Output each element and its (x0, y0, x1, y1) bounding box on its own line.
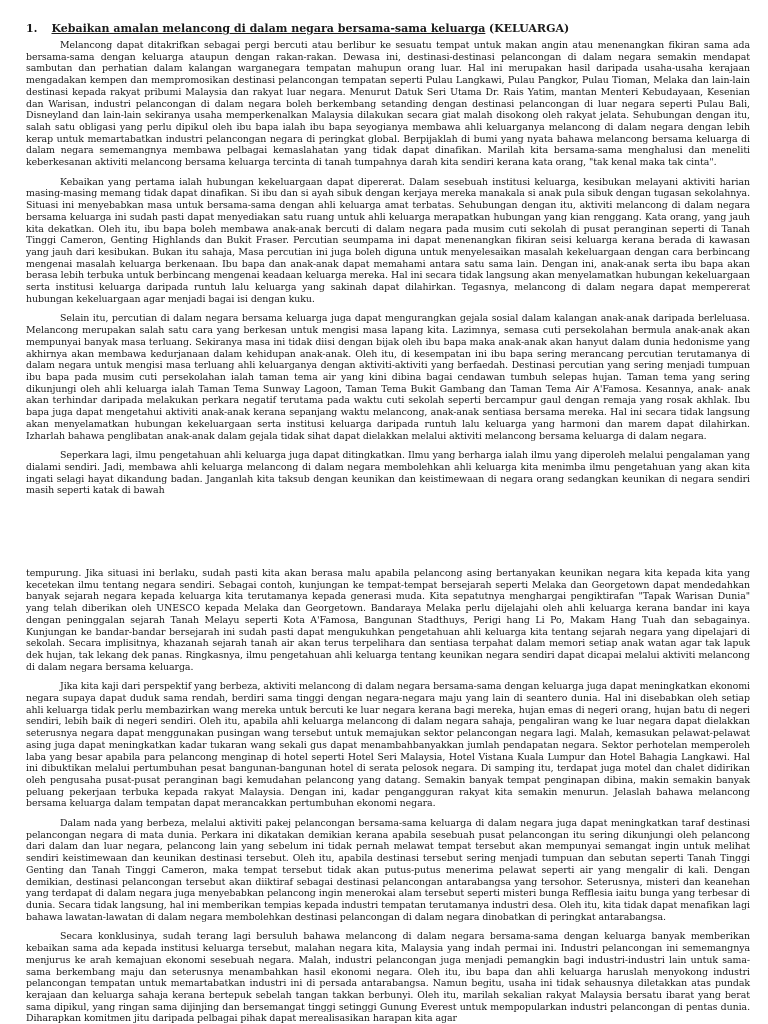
essay-heading (26, 22, 750, 36)
document-page-1 (0, 22, 768, 534)
paragraph-point-3-cont: tempurung. Jika situasi ini berlaku, sudah pasti kita akan berasa malu apabila pelancong asing bertanyakan keunikan negara kita kepada kita yang kecetekan ilmu tentang negara sendiri. Sebagai contoh, kunjungan ke tempat-tempat bersejarah seperti Melaka dan Georgetown dapat mendedahkan banyak sejarah negara kepada keluarga kita terutamanya kepada generasi muda. Kita sepatutnya menghargai pengiktirafan "Tapak Warisan Dunia" yang telah diberikan oleh UNESCO kepada Melaka dan Georgetown. Bandaraya Melaka perlu dijelajahi oleh ahli keluarga kerana bandar ini kaya dengan peninggalan sejarah Tanah Melayu seperti Kota A'Famosa, Bangunan Stadthuys, Perigi hang Li Po, Makam Hang Tuah dan sebagainya. Kunjungan ke bandar-bandar bersejarah ini sudah pasti dapat mengukuhkan pengetahuan ahli keluarga kita tentang sejarah negara yang dipelajari di sekolah. Secara implisitnya, khazanah sejarah tanah air akan terus terpelihara dan sentiasa terpahat dalam memori setiap anak watan agar tak lapuk dek hujan, tak lekang dek panas. Ringkasnya, ilmu pengetahuan ahli keluarga tentang keunikan negara sendiri dapat dicapai melalui aktiviti melancong di dalam negara bersama keluarga. (26, 568, 750, 673)
heading-tag: (KELUARGA) (488, 22, 570, 35)
paragraph-point-1: Kebaikan yang pertama ialah hubungan kekeluargaan dapat dipererat. Dalam sesebuah institusi keluarga, kesibukan melayani aktiviti harian masing-masing memang tidak dapat dinafikan. Si ibu dan si ayah sibuk dengan kerjaya mereka manakala si anak pula sibuk dengan tugasan sekolahnya. Situasi ini menyebabkan masa untuk bersama-sama dengan ahli keluarga amat terbatas. Sehubungan dengan itu, aktiviti melancong di dalam negara bersama keluarga ini sudah pasti dapat menyediakan satu ruang untuk ahli keluarga merapatkan hubungan yang kian renggang. Kata orang, yang jauh kita dekatkan. Oleh itu, ibu bapa boleh membawa anak-anak bercuti di dalam negara pada musim cuti sekolah di pusat peranginan seperti di Tanah Tinggi Cameron, Genting Highlands dan Bukit Fraser. Percutian seumpama ini dapat menenangkan fikiran seisi keluarga kerana berada di kawasan yang jauh dari kesibukan. Bukan itu sahaja, Masa percutian ini juga boleh diguna untuk menyelesaikan masalah kekeluargaan dengan cara berbincang mengenai masalah keluarga berkenaan. Ibu bapa dan anak-anak dapat memahami antara satu sama lain. Dengan ini, anak-anak serta ibu bapa akan berasa lebih terbuka untuk berbincang mengenai keadaan keluarga mereka. Hal ini secara tidak langsung akan menyelamatkan hubungan kekeluargaan serta institusi keluarga daripada runtuh lalu keluarga yang sakinah dapat dilahirkan. Tegasnya, melancong di dalam negara dapat mempererat hubungan kekeluargaan agar menjadi bagai isi dengan kuku. (26, 176, 750, 305)
document-page-2 (0, 568, 768, 1024)
paragraph-point-2: Selain itu, percutian di dalam negara bersama keluarga juga dapat mengurangkan gejala sosial dalam kalangan anak-anak daripada berleluasa. Melancong merupakan salah satu cara yang berkesan untuk mengisi masa lapang kita. Lazimnya, semasa cuti persekolahan bermula anak-anak akan mempunyai banyak masa terluang. Sekiranya masa ini tidak diisi dengan bijak oleh ibu bapa maka anak-anak akan hanyut dalam dunia hedonisme yang akhirnya akan membawa kedurjanaan dalam kehidupan anak-anak. Oleh itu, di kesempatan ini ibu bapa sering merancang percutian terutamanya di dalam negara untuk mengisi masa terluang ahli keluarganya dengan aktiviti-aktiviti yang berfaedah. Destinasi percutian yang sering menjadi tumpuan ibu bapa pada musim cuti persekolahan ialah taman tema air yang kini dibina bagai cendawan tumbuh selepas hujan. Taman tema yang sering dikunjungi oleh ahli keluarga ialah Taman Tema Sunway Lagoon, Taman Tema Bukit Gambang dan Taman Tema Air A'Famosa. Kesannya, anak- anak akan terhindar daripada melakukan perkara negatif terutama pada waktu cuti sekolah seperti bercampur gaul dengan remaja yang rosak akhlak. Ibu bapa juga dapat mengetahui aktiviti anak-anak kerana sepanjang waktu melancong, anak-anak sentiasa bersama mereka. Hal ini secara tidak langsung akan menyelamatkan hubungan kekeluargaan serta institusi keluarga daripada runtuh lalu keluarga yang harmoni dan marem dapat dilahirkan. Izharlah bahawa penglibatan anak-anak dalam gejala tidak sihat dapat dielakkan melalui aktiviti melancong bersama keluarga di dalam negara. (26, 313, 750, 442)
paragraph-point-3: Seperkara lagi, ilmu pengetahuan ahli keluarga juga dapat ditingkatkan. Ilmu yang berharga ialah ilmu yang diperoleh melalui pengalaman yang dialami sendiri. Jadi, membawa ahli keluarga melancong di dalam negara membolehkan ahli keluarga kita menimba ilmu pengetahuan yang akan kita ingati selagi hayat dikandung badan. Janganlah kita taksub dengan keunikan dan keistimewaan di negara orang sedangkan keunikan di negara sendiri masih seperti katak di bawah (26, 450, 750, 497)
heading-title: Kebaikan amalan melancong di dalam negara bersama-sama keluarga (51, 22, 486, 35)
paragraph-point-4: Jika kita kaji dari perspektif yang berbeza, aktiviti melancong di dalam negara bersama-sama dengan keluarga juga dapat meningkatkan ekonomi negara supaya dapat duduk sama rendah, berdiri sama tinggi dengan negara-negara maju yang lain di seantero dunia. Hal ini disebabkan oleh setiap ahli keluarga tidak perlu membazirkan wang mereka untuk bercuti ke luar negara kerana bagi mereka, hujan emas di negeri orang, hujan batu di negeri sendiri, lebih baik di negeri sendiri. Oleh itu, apabila ahli keluarga melancong di dalam negara sahaja, pengaliran wang ke luar negara dapat dielakkan seterusnya negara dapat menggunakan pusingan wang tersebut untuk memajukan sektor pelancongan negara lagi. Malah, kemasukan pelawat-pelawat asing juga dapat meningkatkan kadar tukaran wang sekali gus dapat menambahbanyakkan jumlah pendapatan negara. Sektor perhotelan memperoleh laba yang besar apabila para pelancong menginap di hotel seperti Hotel Seri Malaysia, Hotel Vistana Kuala Lumpur dan Hotel Bahagia Langkawi. Hal ini dibuktikan melalui pertumbuhan pesat bangunan-bangunan hotel di serata pelosok negara. Di samping itu, terdapat juga motel dan chalet didirikan oleh pengusaha pusat-pusat peranginan bagi kemudahan pelancong yang datang. Semakin banyak tempat penginapan dibina, makin semakin banyak peluang pekerjaan terbuka kepada rakyat Malaysia. Dengan ini, kadar pengangguran rakyat kita semakin menurun. Jelaslah bahawa melancong bersama keluarga dalam tempatan dapat merancakkan pertumbuhan ekonomi negara. (26, 681, 750, 810)
paragraph-conclusion: Secara konklusinya, sudah terang lagi bersuluh bahawa melancong di dalam negara bersama-sama dengan keluarga banyak memberikan kebaikan sama ada kepada institusi keluarga tersebut, malahan negara kita, Malaysia yang indah permai ini. Industri pelancongan ini sememangnya menjurus ke arah kemajuan ekonomi sesebuah negara. Malah, industri pelancongan juga menjadi pemangkin bagi industri-industri lain untuk sama-sama berkembang maju dan seterusnya menambahkan hasil ekonomi negara. Oleh itu, ibu bapa dan ahli keluarga haruslah menyokong industri pelancongan tempatan untuk memartabatkan industri ini di persada antarabangsa. Namun begitu, usaha ini tidak sehausnya diletakkan atas pundak kerajaan dan keluarga sahaja kerana bertepuk sebelah tangan takkan berbunyi. Oleh itu, marilah sekalian rakyat Malaysia bersatu ibarat yang berat sama dipikul, yang ringan sama dijinjing dan bersemangat tinggi setinggi Gunung Everest untuk mempopularkan industri pelancongan di pentas dunia. Diharapkan komitmen jitu daripada pelbagai pihak dapat merealisasikan harapan kita agar (26, 931, 750, 1024)
paragraph-intro: Melancong dapat ditakrifkan sebagai pergi bercuti atau berlibur ke sesuatu tempat untuk makan angin atau menenangkan fikiran sama ada bersama-sama dengan keluarga ataupun dengan rakan-rakan. Dewasa ini, destinasi-destinasi pelancongan di dalam negara semakin mendapat sambutan dan perhatian dalam kalangan warganegara tempatan mahupun orang luar. Hal ini merupakan hasil daripada usaha-usaha kerajaan mengadakan kempen dan mempromosikan destinasi pelancongan tempatan seperti Pulau Langkawi, Pulau Pangkor, Pulau Tioman, Melaka dan lain-lain destinasi kepada rakyat pribumi Malaysia dan rakyat luar negara. Menurut Datuk Seri Utama Dr. Rais Yatim, mantan Menteri Kebudayaan, Kesenian dan Warisan, industri pelancongan di dalam negara boleh berkembang setanding dengan destinasi pelancongan di luar negara seperti Pulau Bali, Disneyland dan lain-lain sekiranya usaha memperkenalkan Malaysia dilakukan secara giat malah disokong oleh rakyat jelata. Sehubungan dengan itu, salah satu obligasi yang perlu dipikul oleh ibu bapa ialah ibu bapa seyogianya membawa ahli keluarganya melancong di dalam negara dengan lebih kerap untuk memartabatkan industri pelancongan negara di peringkat global. Berpijaklah di bumi yang nyata bahawa melancong bersama keluarga di dalam negara sememangnya membawa pelbagai kemaslahatan yang tidak dapat dinafikan. Marilah kita bersama-sama menghalusi dan meneliti keberkesanan aktiviti melancong bersama keluarga tercinta di tanah tumpahnya darah kita sendiri kerana kata orang, "tak kenal maka tak cinta". (26, 40, 750, 169)
heading-number: 1. (26, 22, 38, 35)
paragraph-point-5: Dalam nada yang berbeza, melalui aktiviti pakej pelancongan bersama-sama keluarga di dalam negara juga dapat meningkatkan taraf destinasi pelancongan negara di mata dunia. Perkara ini dikatakan demikian kerana apabila sesebuah pusat pelancongan itu sering dikunjungi oleh pelancong dari dalam dan luar negara, pelancong lain yang sebelum ini tidak pernah melawat tempat tersebut akan mempunyai semangat ingin untuk melihat sendiri keistimewaan dan keunikan destinasi tersebut. Oleh itu, apabila destinasi tersebut sering menjadi tumpuan dan sebutan seperti Tanah Tinggi Genting dan Tanah Tinggi Cameron, maka tempat tersebut tidak akan putus-putus menerima pelawat seperti air yang mengalir di kali. Dengan demikian, destinasi pelancongan tersebut akan diiktiraf sebagai destinasi pelancongan antarabangsa yang tersohor. Seterusnya, misteri dan keanehan yang terdapat di dalam negara juga menyebabkan pelancong ingin menerokai alam tersebut seperti misteri bunga Refflesia iaitu bunga yang terbesar di dunia. Secara tidak langsung, hal ini memberikan tempias kepada industri tempatan terutamanya industri desa. Oleh itu, kita tidak dapat menafikan lagi bahawa lawatan-lawatan di dalam negara membolehkan destinasi pelancongan di dalam negara dinobatkan di peringkat antarabangsa. (26, 818, 750, 923)
